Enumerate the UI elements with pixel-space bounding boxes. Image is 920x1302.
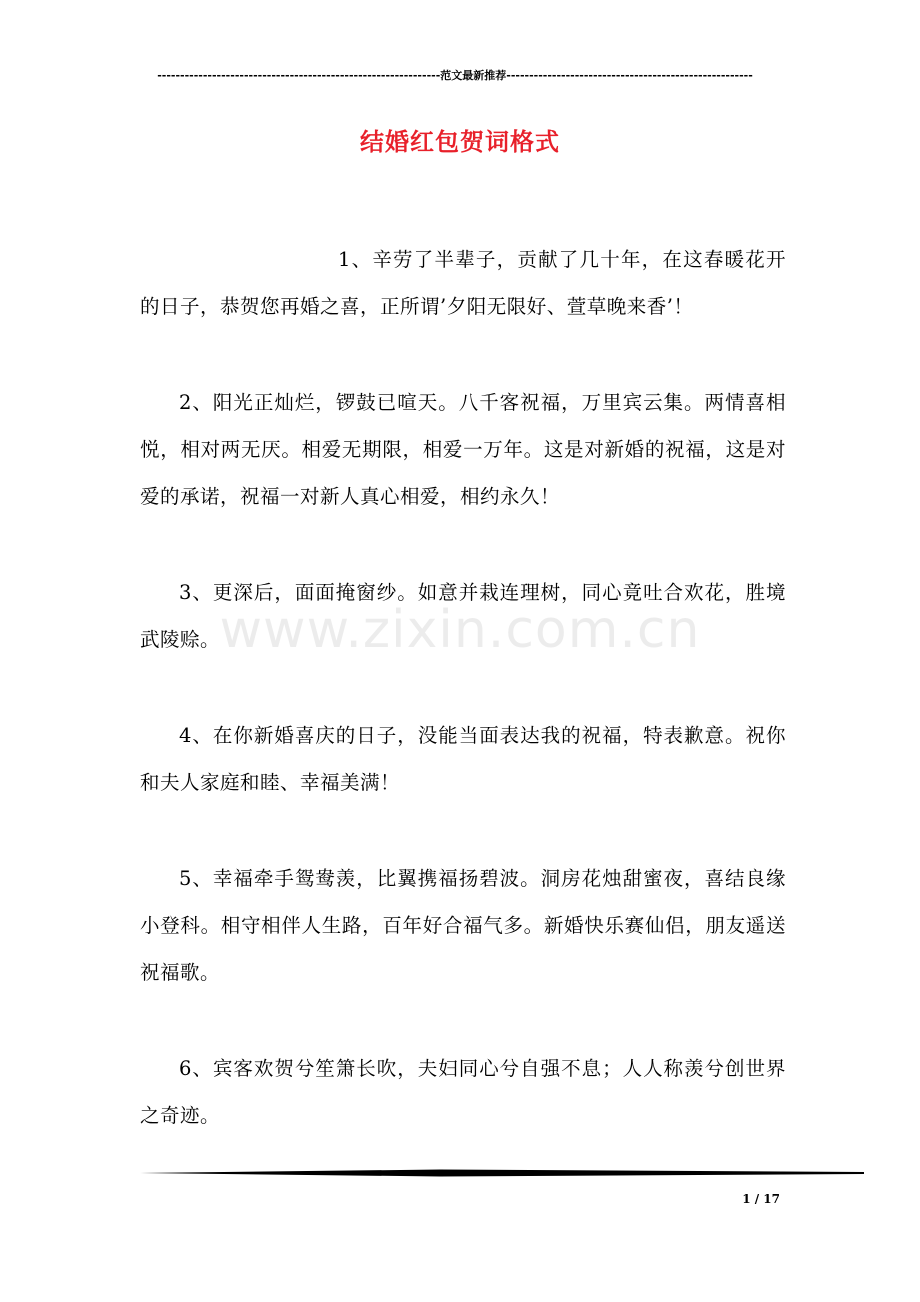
paragraph-5: 5、幸福牵手鸳鸯羡，比翼携福扬碧波。洞房花烛甜蜜夜，喜结良缘小登科。相守相伴人生路，百年好合福气多。新婚快乐赛仙侣，朋友遥送祝福歌。	[140, 867, 786, 984]
paragraph-6: 6、宾客欢贺兮笙箫长吹，夫妇同心兮自强不息；人人称羡兮创世界之奇迹。	[140, 1057, 786, 1127]
footer-rule	[140, 1168, 864, 1178]
document-body	[140, 236, 786, 1188]
paragraph-1: 1、辛劳了半辈子，贡献了几十年，在这春暖花开的日子，恭贺您再婚之喜，正所谓’夕阳无限好、萱草晚来香’！	[140, 248, 786, 318]
paragraph-2: 2、阳光正灿烂，锣鼓已喧天。八千客祝福，万里宾云集。两情喜相悦，相对两无厌。相爱无期限，相爱一万年。这是对新婚的祝福，这是对爱的承诺，祝福一对新人真心相爱，相约永久！	[140, 391, 786, 508]
paragraph-3: 3、更深后，面面掩窗纱。如意并栽连理树，同心竟吐合欢花，胜境武陵赊。	[140, 581, 786, 651]
watermark: www.zixin.com.cn	[219, 600, 701, 660]
paragraph-4: 4、在你新婚喜庆的日子，没能当面表达我的祝福，特表歉意。祝你和夫人家庭和睦、幸福美满！	[140, 724, 786, 794]
page-number: 1 / 17	[742, 1192, 780, 1206]
header-banner: --------------------------------------------------------------范文最新推荐------------------------------------------------------	[157, 69, 753, 82]
document-title: 结婚红包贺词格式	[360, 127, 560, 156]
